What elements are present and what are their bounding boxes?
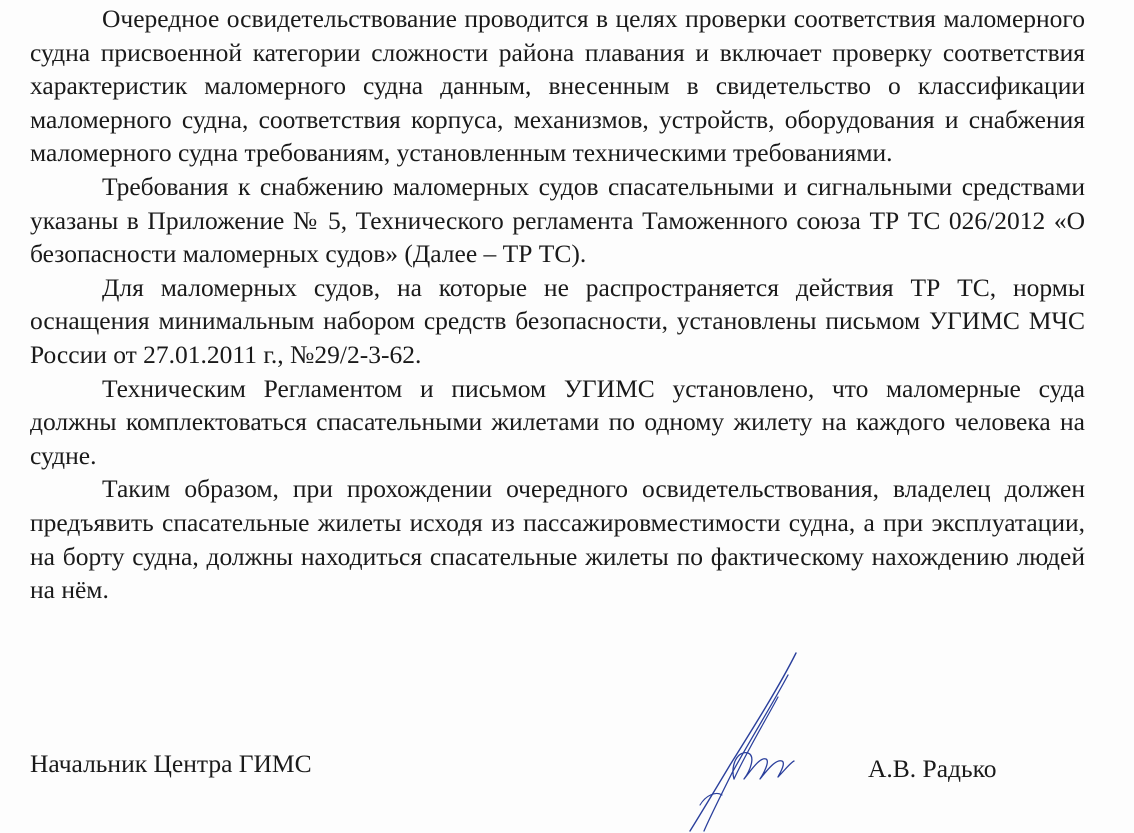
paragraph-conclusion: Таким образом, при прохождении очередного освидетельствования, владелец должен предъявить спасательные жилеты исходя из пассажировместимости судна, а при эксплуатации, на борту судна, должны находиться спасательные жилеты по фактическому нахождению людей на нём.: [30, 474, 1085, 605]
handwritten-signature: [660, 645, 810, 833]
paragraph-equipment-requirements: Требования к снабжению маломерных судов спасательными и сигнальными средствами указаны в Приложение № 5, Технического регламента Таможенного союза ТР ТС 026/2012 «О безопасности маломерных судов» (Далее – ТР ТС).: [30, 171, 1085, 269]
letter-body: [30, 2, 1085, 607]
paragraph-periodic-survey: Очередное освидетельствование проводится в целях проверки соответствия маломерного судна присвоенной категории сложности района плавания и включает проверку соответствия характеристик маломерного судна данным, внесенным в свидетельство о классификации маломерного судна, соответствия корпуса, механизмов, устройств, оборудования и снабжения маломерного судна требованиям, установленным техническими требованиями.: [30, 4, 1085, 168]
signatory-name: А.В. Радько: [868, 754, 997, 783]
paragraph-life-jackets: Техническим Регламентом и письмом УГИМС установлено, что маломерные суда должны комплектоваться спасательными жилетами по одному жилету на каждого человека на судне.: [30, 373, 1085, 470]
paragraph-ugims-letter: Для маломерных судов, на которые не распространяется действия ТР ТС, нормы оснащения минимальным набором средств безопасности, установлены письмом УГИМС МЧС России от 27.01.2011 г., №29/2-3-62.: [30, 272, 1085, 369]
signatory-title: Начальник Центра ГИМС: [30, 749, 312, 778]
